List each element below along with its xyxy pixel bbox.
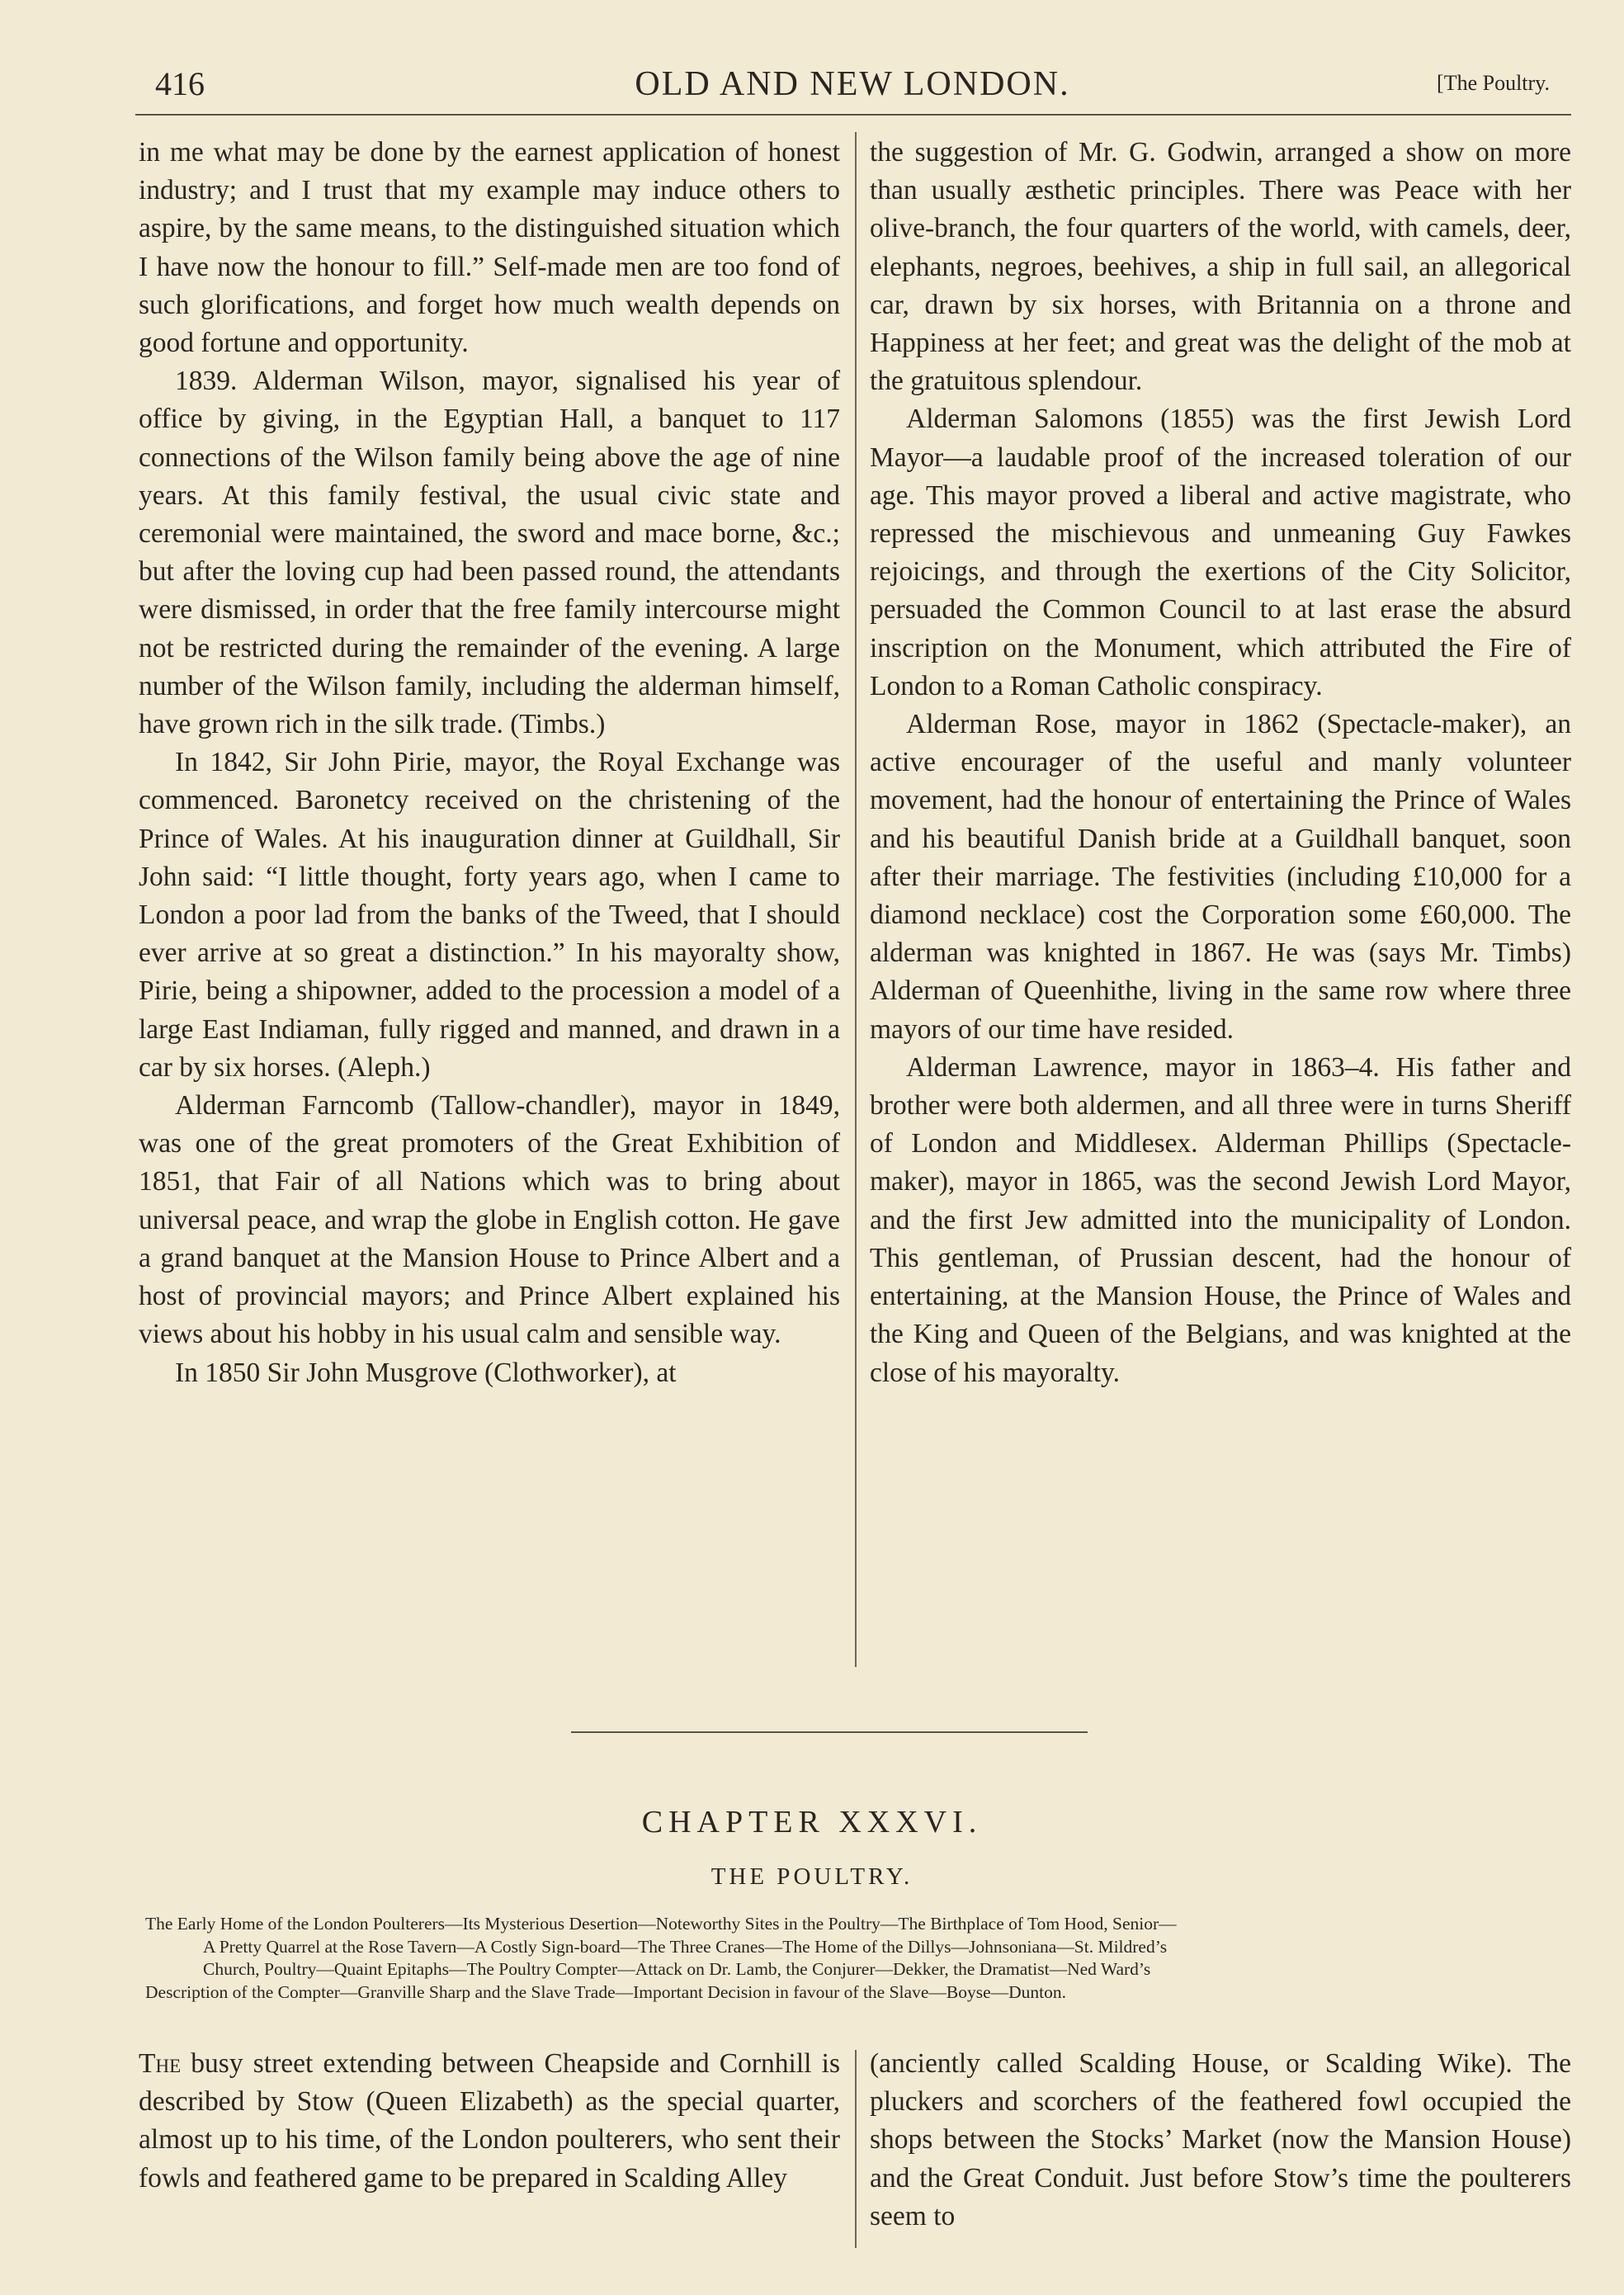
right-column xyxy=(870,134,1571,1392)
paragraph: the suggestion of Mr. G. Godwin, arranged a show on more than usually æsthetic principles. There was Peace with her olive-branch, the four quarters of the world, with camels, deer, elephants, negroes, beehives, a ship in full sail, an allegorical car, drawn by six horses, with Britannia on a throne and Happiness at her feet; and great was the delight of the mob at the gratuitous splendour. xyxy=(870,137,1571,397)
header-rule xyxy=(135,114,1571,116)
running-title: OLD AND NEW LONDON. xyxy=(635,65,1070,103)
paragraph xyxy=(139,2045,840,2198)
chapter-heading: CHAPTER XXXVI. xyxy=(641,1805,983,1839)
paragraph: In 1850 Sir John Musgrove (Clothworker), at xyxy=(175,1357,677,1388)
synopsis-line: Church, Poultry—Quaint Epitaphs—The Poultry Compter—Attack on Dr. Lamb, the Conjurer—Dekker, the Dramatist—Ned Ward’s xyxy=(203,1959,1151,1980)
lead-word: The xyxy=(139,2048,182,2079)
synopsis-line: The Early Home of the London Poulterers—Its Mysterious Desertion—Noteworthy Sites in the Poultry—The Birthplace of Tom Hood, Senior— xyxy=(145,1914,1177,1934)
page-number: 416 xyxy=(155,65,205,102)
chapter-right-column xyxy=(870,2045,1571,2236)
column-divider xyxy=(855,2050,857,2248)
paragraph: Alderman Rose, mayor in 1862 (Spectacle-maker), an active encourager of the useful and manly volunteer movement, had the honour of entertaining the Prince of Wales and his beautiful Danish bride at a Guildhall banquet, soon after their marriage. The festivities (including £10,000 for a diamond necklace) cost the Corporation some £60,000. The alderman was knighted in 1867. He was (says Mr. Timbs) Alderman of Queenhithe, living in the same row where three mayors of our time have resided. xyxy=(870,709,1571,1045)
paragraph: 1839. Alderman Wilson, mayor, signalised his year of office by giving, in the Egyptian Hall, a banquet to 117 connections of the Wilson family being above the age of nine years. At this family festival, the usual civic state and ceremonial were maintained, the sword and mace borne, &c.; but after the loving cup had been passed round, the attendants were dismissed, in order that the free family intercourse might not be restricted during the remainder of the evening. A large number of the Wilson family, including the alderman himself, have grown rich in the silk trade. (Timbs.) xyxy=(139,366,840,740)
paragraph-text: busy street extending between Cheapside and Cornhill is described by Stow (Queen Elizabeth) as the special quarter, almost up to his time, of the London poulterers, who sent their fowls and feathered game to be prepared in Scalding Alley xyxy=(139,2048,840,2193)
synopsis-line: Description of the Compter—Granville Sharp and the Slave Trade—Important Decision in favour of the Slave—Boyse—Dunton. xyxy=(145,1981,1066,2002)
column-divider xyxy=(855,132,857,1667)
left-column xyxy=(139,134,840,1392)
synopsis-line: A Pretty Quarrel at the Rose Tavern—A Costly Sign-board—The Three Cranes—The Home of the Dillys—Johnsoniana—St. Mildred’s xyxy=(203,1936,1168,1957)
paragraph: Alderman Lawrence, mayor in 1863–4. His father and brother were both aldermen, and all three were in turns Sheriff of London and Middlesex. Alderman Phillips (Spectacle-maker), mayor in 1865, was the second Jewish Lord Mayor, and the first Jew admitted into the municipality of London. This gentleman, of Prussian descent, had the honour of entertaining, at the Mansion House, the Prince of Wales and the King and Queen of the Belgians, and was knighted at the close of his mayoralty. xyxy=(870,1051,1571,1388)
chapter-synopsis xyxy=(145,1913,1573,2004)
paragraph: (anciently called Scalding House, or Scalding Wike). The pluckers and scorchers of the feathered fowl occupied the shops between the Stocks’ Market (now the Mansion House) and the Great Conduit. Just before Stow’s time the poulterers seem to xyxy=(870,2048,1571,2231)
section-rule xyxy=(571,1731,1088,1733)
paragraph: Alderman Salomons (1855) was the first Jewish Lord Mayor—a laudable proof of the increased toleration of our age. This mayor proved a liberal and active magistrate, who repressed the mischievous and unmeaning Guy Fawkes rejoicings, and through the exertions of the City Solicitor, persuaded the Common Council to at last erase the absurd inscription on the Monument, which attributed the Fire of London to a Roman Catholic conspiracy. xyxy=(870,404,1571,701)
paragraph: In 1842, Sir John Pirie, mayor, the Royal Exchange was commenced. Baronetcy received on the christening of the Prince of Wales. At his inauguration dinner at Guildhall, Sir John said: “I little thought, forty years ago, when I came to London a poor lad from the banks of the Tweed, that I should ever arrive at so great a distinction.” In his mayoralty show, Pirie, being a shipowner, added to the procession a model of a large East Indiaman, fully rigged and manned, and drawn in a car by six horses. (Aleph.) xyxy=(139,747,840,1083)
chapter-title: THE POULTRY. xyxy=(710,1863,914,1890)
paragraph: Alderman Farncomb (Tallow-chandler), mayor in 1849, was one of the great promoters of the Great Exhibition of 1851, that Fair of all Nations which was to bring about universal peace, and wrap the globe in English cotton. He gave a grand banquet at the Mansion House to Prince Albert and a host of provincial mayors; and Prince Albert explained his views about his hobby in his usual calm and sensible way. xyxy=(139,1090,840,1350)
page-header xyxy=(155,64,1550,114)
section-title: [The Poultry. xyxy=(1437,71,1550,95)
chapter-left-column xyxy=(139,2045,840,2198)
paragraph: in me what may be done by the earnest application of honest industry; and I trust that my example may induce others to aspire, by the same means, to the distinguished situation which I have now the honour to fill.” Self-made men are too fond of such glorifications, and forget how much wealth depends on good fortune and opportunity. xyxy=(139,137,840,359)
